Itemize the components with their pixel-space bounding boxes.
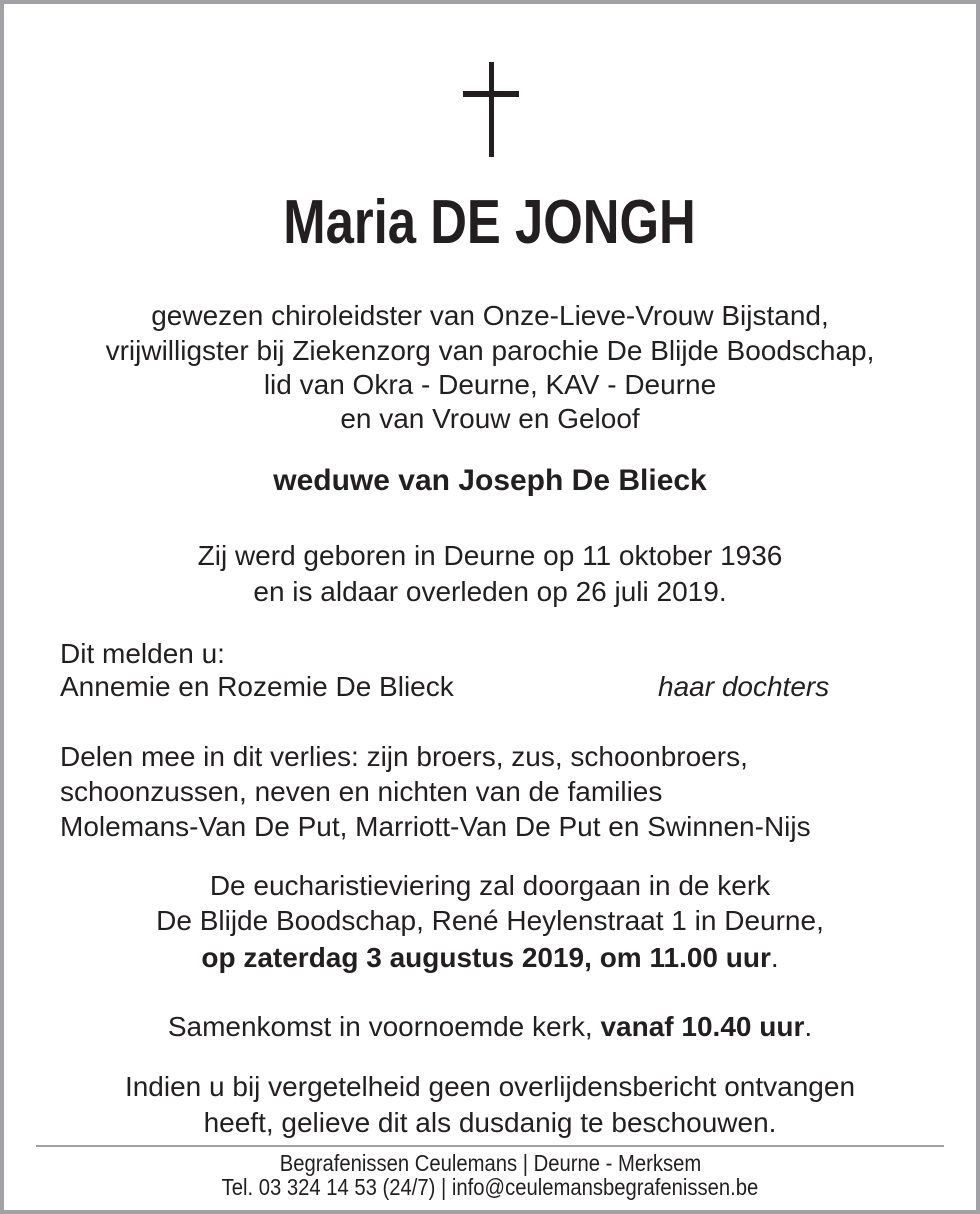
divider — [36, 1145, 944, 1147]
death-line: en is aldaar overleden op 26 juli 2019. — [253, 576, 727, 607]
widow-of: weduwe van Joseph De Blieck — [273, 464, 707, 497]
announce-intro: Dit melden u: — [60, 638, 225, 669]
service-date — [0, 941, 980, 975]
bio-line: vrijwilligster bij Ziekenzorg van parochie De Blijde Boodschap, — [105, 335, 875, 366]
birth-line: Zij werd geboren in Deurne op 11 oktober 1936 — [197, 540, 783, 571]
bio-line: gewezen chiroleidster van Onze-Lieve-Vrouw Bijstand, — [151, 300, 829, 331]
footer-company: Begrafenissen Ceulemans | Deurne - Merksem — [279, 1150, 701, 1176]
bio-line: lid van Okra - Deurne, KAV - Deurne — [263, 369, 717, 400]
announce-names: Annemie en Rozemie De Blieck — [60, 671, 454, 702]
footer-contact: Tel. 03 324 14 53 (24/7) | info@ceulemansbegrafenissen.be — [221, 1174, 759, 1200]
gathering — [0, 1010, 980, 1044]
share-line: schoonzussen, neven en nichten van de families — [60, 776, 663, 807]
gathering-text: Samenkomst in voornoemde kerk, — [167, 1011, 601, 1042]
service-line: De Blijde Boodschap, René Heylenstraat 1 in Deurne, — [156, 905, 824, 936]
service-line: De eucharistieviering zal doorgaan in de kerk — [209, 870, 771, 901]
gathering-end: . — [804, 1011, 813, 1042]
share-line: Delen mee in dit verlies: zijn broers, zus, schoonbroers, — [60, 741, 748, 772]
deceased-name: Maria DE JONGH — [283, 188, 697, 257]
notice-line: Indien u bij vergetelheid geen overlijdensbericht ontvangen — [124, 1071, 856, 1102]
service-date-text: op zaterdag 3 augustus 2019, om 11.00 uur — [201, 942, 771, 973]
share-line: Molemans-Van De Put, Marriott-Van De Put en Swinnen-Nijs — [60, 811, 811, 842]
service-date-end: . — [770, 942, 779, 973]
gathering-time: vanaf 10.40 uur — [600, 1011, 805, 1042]
bio-line: en van Vrouw en Geloof — [340, 403, 640, 434]
notice-line: heeft, gelieve dit als dusdanig te beschouwen. — [203, 1107, 777, 1138]
announce-relation: haar dochters — [658, 671, 830, 702]
